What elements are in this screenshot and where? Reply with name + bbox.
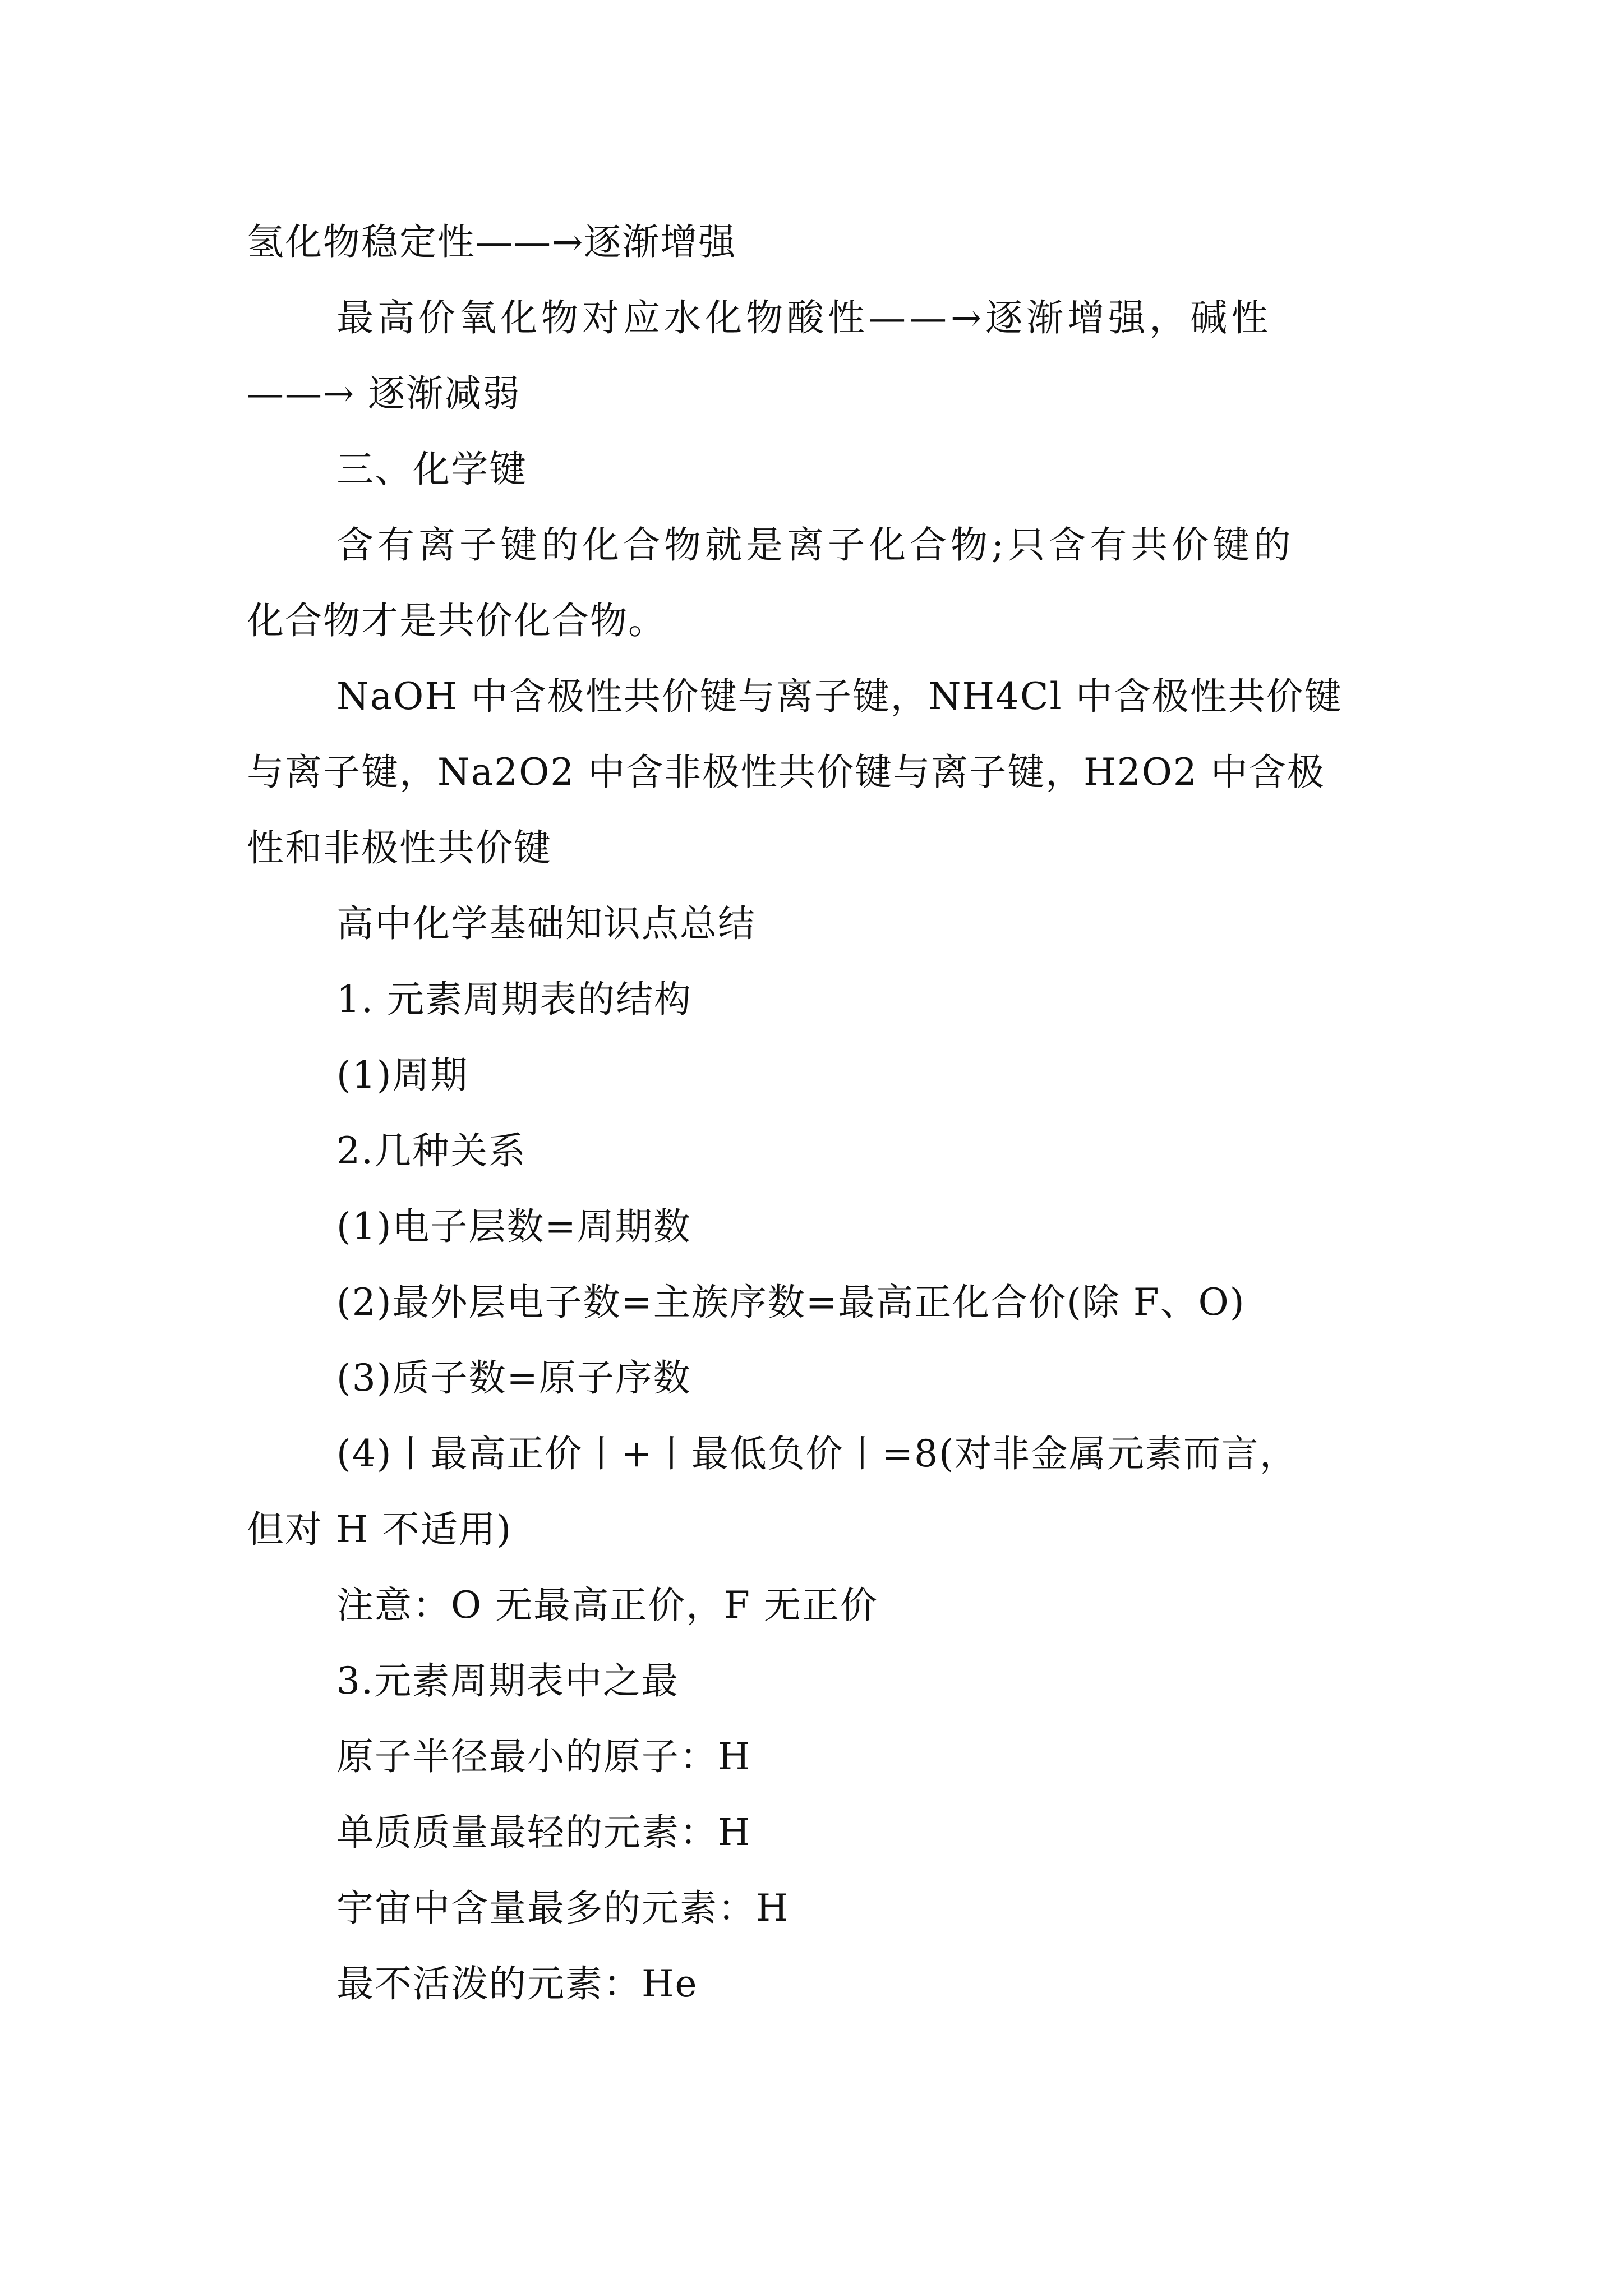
list-item-relationship-3: (3)质子数=原子序数 <box>336 1356 691 1400</box>
text-line-covalent-compound: 化合物才是共价化合物。 <box>247 599 666 642</box>
list-item-periodic-extremes: 3.元素周期表中之最 <box>336 1659 679 1703</box>
text-line-bond-examples-3: 性和非极性共价键 <box>247 826 552 869</box>
text-line-oxide-acidity: 最高价氧化物对应水化物酸性——→逐渐增强，碱性 <box>336 296 1272 339</box>
text-line-ionic-compound: 含有离子键的化合物就是离子化合物;只含有共价键的 <box>336 523 1295 567</box>
text-line-note: 注意：O 无最高正价，F 无正价 <box>336 1584 878 1627</box>
text-line-hydride-stability: 氢化物稳定性——→逐渐增强 <box>247 220 737 264</box>
text-line-basicity: ——→ 逐渐减弱 <box>247 372 521 415</box>
list-item-period: (1)周期 <box>336 1053 469 1097</box>
section-heading-chemical-bonds: 三、化学键 <box>336 448 527 491</box>
text-line-bond-examples-1: NaOH 中含极性共价键与离子键，NH4Cl 中含极性共价键 <box>336 675 1343 718</box>
text-line-lightest-element: 单质质量最轻的元素：H <box>336 1811 751 1854</box>
text-line-least-reactive: 最不活泼的元素：He <box>336 1962 698 2005</box>
text-line-smallest-radius: 原子半径最小的原子：H <box>336 1735 751 1778</box>
list-item-relationship-2: (2)最外层电子数=主族序数=最高正化合价(除 F、O) <box>336 1281 1246 1324</box>
text-line-bond-examples-2: 与离子键，Na2O2 中含非极性共价键与离子键，H2O2 中含极 <box>247 751 1325 794</box>
section-heading-summary: 高中化学基础知识点总结 <box>336 902 756 945</box>
text-line-relationship-4-continued: 但对 H 不适用) <box>247 1508 513 1551</box>
list-item-relationships: 2.几种关系 <box>336 1129 527 1172</box>
list-item-periodic-table-structure: 1. 元素周期表的结构 <box>336 978 692 1021</box>
list-item-relationship-4: (4)丨最高正价丨+丨最低负价丨=8(对非金属元素而言， <box>336 1432 1298 1475</box>
list-item-relationship-1: (1)电子层数=周期数 <box>336 1205 691 1248</box>
text-line-most-abundant: 宇宙中含量最多的元素：H <box>336 1887 790 1930</box>
